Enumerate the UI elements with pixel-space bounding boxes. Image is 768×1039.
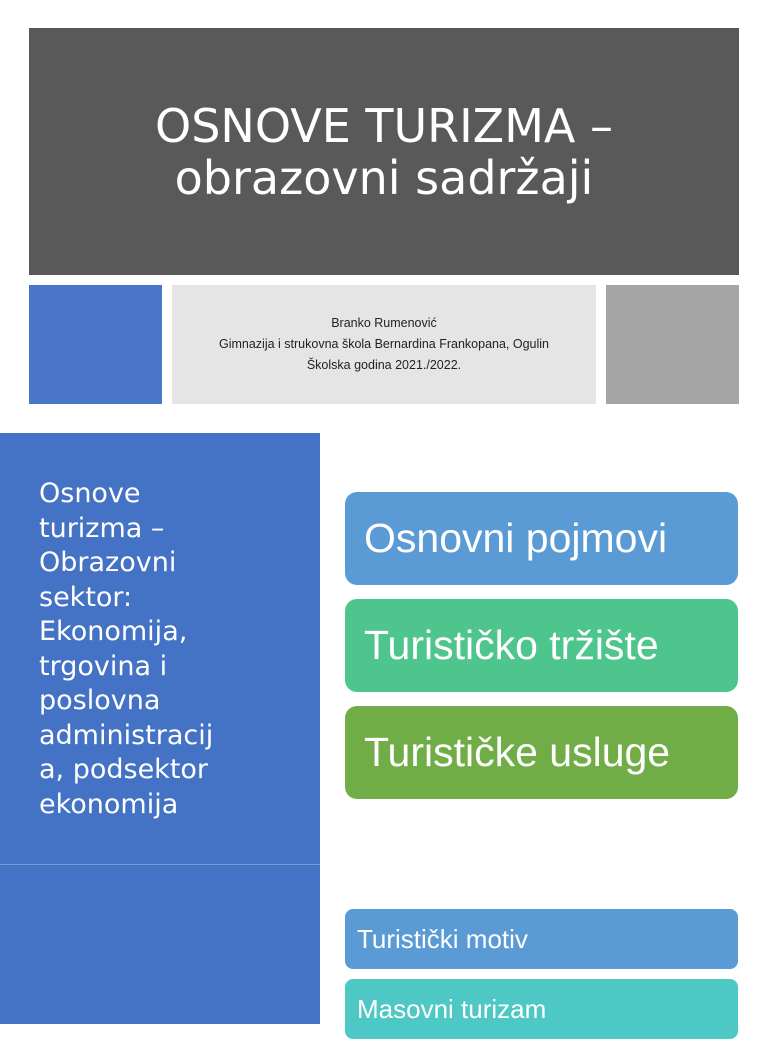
slide-title-line-1: OSNOVE TURIZMA –	[155, 98, 613, 153]
school-year: Školska godina 2021./2022.	[306, 358, 462, 372]
subtopic-button-masovni-turizam[interactable]: Masovni turizam	[345, 979, 738, 1039]
topic-button-turisticko-trziste[interactable]: Turističko tržište	[345, 599, 738, 692]
slide-title-line-2: obrazovni sadržaji	[174, 150, 594, 205]
topic-button-osnovni-pojmovi[interactable]: Osnovni pojmovi	[345, 492, 738, 585]
decorative-gray-block	[606, 285, 739, 404]
school-name: Gimnazija i strukovna škola Bernardina Frankopana, Ogulin	[218, 337, 550, 351]
author-info-box	[172, 285, 596, 404]
author-name: Branko Rumenović	[331, 316, 437, 330]
topic-button-turisticke-usluge[interactable]: Turističke usluge	[345, 706, 738, 799]
sector-description: Osnove turizma – Obrazovni sektor: Ekonomija, trgovina i poslovna administracij a, podsektor ekonomija	[39, 478, 214, 820]
subtopic-button-turisticki-motiv[interactable]: Turistički motiv	[345, 909, 738, 969]
sector-panel-lower	[0, 865, 320, 1024]
decorative-blue-block	[29, 285, 162, 404]
title-banner	[29, 28, 739, 275]
